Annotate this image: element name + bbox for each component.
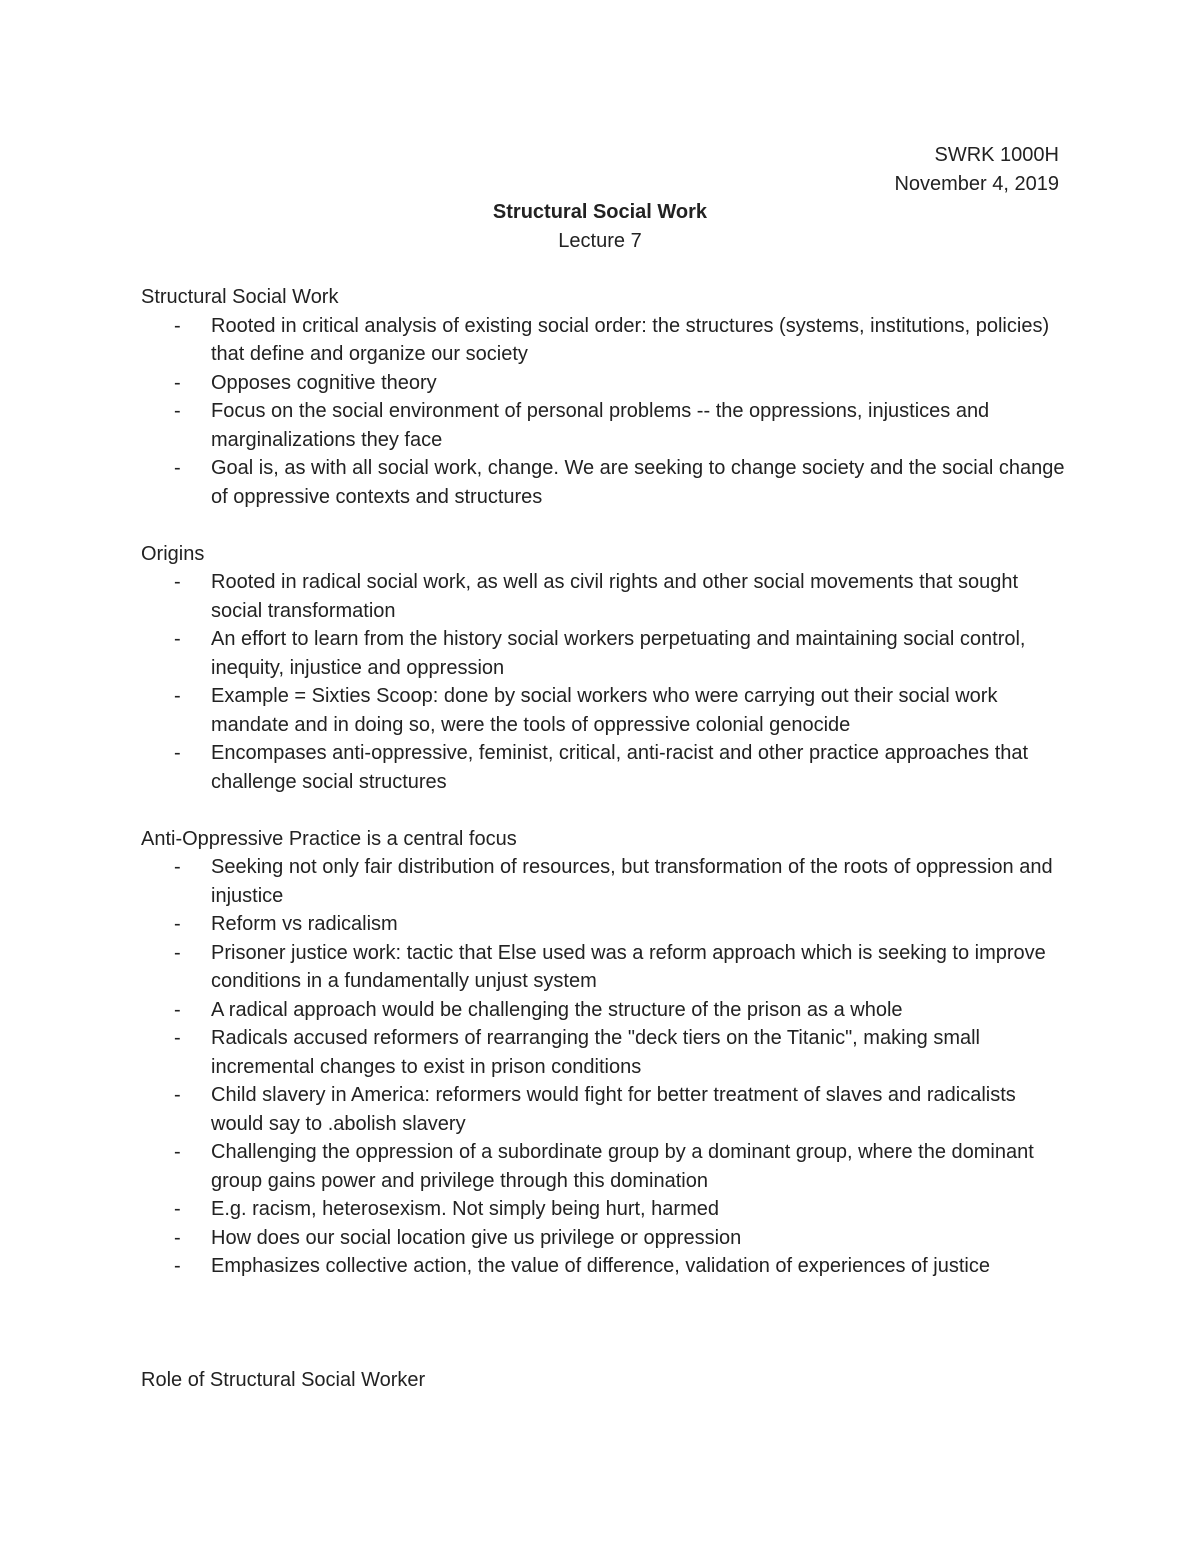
bullet-marker: - xyxy=(174,913,181,935)
list-item-text: Prisoner justice work: tactic that Else used was a reform approach which is seeking to improve conditions in a fundamentally unjust system xyxy=(211,941,1046,992)
list-item-text: How does our social location give us privilege or oppression xyxy=(211,1226,742,1249)
bullet-list xyxy=(141,853,1066,1281)
list-item xyxy=(141,682,1066,739)
bullet-marker: - xyxy=(174,571,181,593)
bullet-marker: - xyxy=(174,941,181,964)
lecture-date: November 4, 2019 xyxy=(894,173,1059,195)
bullet-marker: - xyxy=(174,457,181,479)
bullet-marker: - xyxy=(174,742,181,764)
section-heading: Origins xyxy=(141,542,205,565)
bullet-marker: - xyxy=(174,1255,181,1277)
list-item-text: Rooted in radical social work, as well as civil rights and other social movements that sought social transformation xyxy=(211,571,1019,622)
bullet-marker: - xyxy=(174,1027,181,1049)
list-item-text: Goal is, as with all social work, change. We are seeking to change society and the social change of oppressive contexts and structures xyxy=(211,457,1065,508)
bullet-marker: - xyxy=(174,998,181,1021)
list-item-text: An effort to learn from the history social workers perpetuating and maintaining social control, inequity, injustice and oppression xyxy=(211,628,1026,679)
bullet-marker: - xyxy=(174,1141,181,1163)
spacer xyxy=(141,511,1066,540)
list-item-text: Example = Sixties Scoop: done by social workers who were carrying out their social work mandate and in doing so, were the tools of oppressive colonial genocide xyxy=(211,685,998,736)
section-heading: Anti-Oppressive Practice is a central focus xyxy=(141,827,517,850)
list-item-text: Radicals accused reformers of rearranging the "deck tiers on the Titanic", making small incremental changes to exist in prison conditions xyxy=(211,1027,980,1078)
list-item-text: E.g. racism, heterosexism. Not simply being hurt, harmed xyxy=(211,1198,719,1220)
list-item-text: Seeking not only fair distribution of resources, but transformation of the roots of oppression and injustice xyxy=(211,856,1053,907)
list-item xyxy=(141,853,1066,910)
list-item xyxy=(141,1224,1066,1253)
list-item-text: Emphasizes collective action, the value of difference, validation of experiences of justice xyxy=(211,1255,990,1277)
bullet-marker: - xyxy=(174,628,181,650)
page-subtitle: Lecture 7 xyxy=(558,230,642,252)
bullet-list xyxy=(141,568,1066,796)
section-heading: Role of Structural Social Worker xyxy=(141,1368,426,1391)
list-item xyxy=(141,1195,1066,1224)
document-header xyxy=(894,141,1059,199)
list-item xyxy=(141,1081,1066,1138)
course-code: SWRK 1000H xyxy=(934,144,1059,166)
list-item xyxy=(141,397,1066,454)
bullet-marker: - xyxy=(174,685,181,707)
bullet-marker: - xyxy=(174,1084,181,1106)
section-heading: Structural Social Work xyxy=(141,286,339,308)
list-item xyxy=(141,996,1066,1025)
list-item xyxy=(141,454,1066,511)
list-item-text: Child slavery in America: reformers would fight for better treatment of slaves and radicalists would say to .abolish slavery xyxy=(211,1084,1016,1135)
list-item xyxy=(141,568,1066,625)
list-item-text: Opposes cognitive theory xyxy=(211,371,437,394)
document-body xyxy=(141,283,1066,1394)
bullet-marker: - xyxy=(174,1226,181,1249)
list-item xyxy=(141,1252,1066,1281)
list-item-text: Rooted in critical analysis of existing social order: the structures (systems, institutions, policies) that define and organize our society xyxy=(211,314,1050,365)
bullet-marker: - xyxy=(174,371,181,394)
bullet-marker: - xyxy=(174,1198,181,1220)
list-item-text: Reform vs radicalism xyxy=(211,913,398,935)
spacer xyxy=(141,1281,1066,1366)
bullet-marker: - xyxy=(174,856,181,878)
bullet-marker: - xyxy=(174,314,181,337)
list-item xyxy=(141,939,1066,996)
list-item-text: Focus on the social environment of personal problems -- the oppressions, injustices and marginalizations they face xyxy=(211,400,990,451)
list-item xyxy=(141,312,1066,369)
list-item-text: Encompases anti-oppressive, feminist, critical, anti-racist and other practice approaches that challenge social structures xyxy=(211,742,1029,793)
list-item xyxy=(141,1138,1066,1195)
list-item xyxy=(141,625,1066,682)
list-item-text: A radical approach would be challenging the structure of the prison as a whole xyxy=(211,998,903,1021)
list-item-text: Challenging the oppression of a subordinate group by a dominant group, where the dominant group gains power and privilege through this domination xyxy=(211,1141,1034,1192)
list-item xyxy=(141,1024,1066,1081)
list-item xyxy=(141,739,1066,796)
page-title: Structural Social Work xyxy=(492,201,708,223)
bullet-marker: - xyxy=(174,400,181,422)
list-item xyxy=(141,369,1066,398)
list-item xyxy=(141,910,1066,939)
bullet-list xyxy=(141,312,1066,512)
spacer xyxy=(141,796,1066,825)
